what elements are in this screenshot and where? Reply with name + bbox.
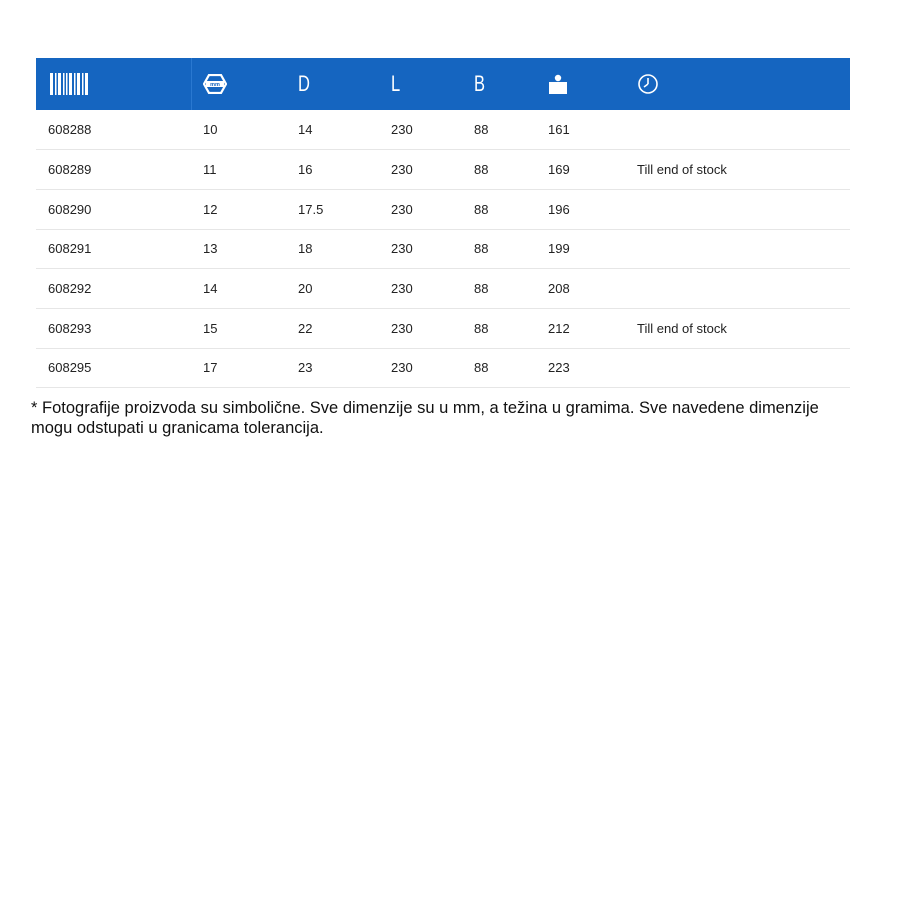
header-d-label: D xyxy=(298,71,310,96)
cell-l: 230 xyxy=(391,241,413,257)
table-row xyxy=(36,348,850,388)
cell-d: 22 xyxy=(298,320,313,336)
cell-status: Till end of stock xyxy=(637,162,727,178)
header-size xyxy=(191,58,286,110)
table-row xyxy=(36,229,850,269)
cell-code: 608289 xyxy=(48,162,92,178)
cell-l: 230 xyxy=(391,281,413,297)
cell-d: 17.5 xyxy=(298,201,324,217)
cell-b: 88 xyxy=(474,122,489,138)
header-weight xyxy=(536,58,625,110)
cell-b: 88 xyxy=(474,281,489,297)
cell-weight: 212 xyxy=(548,320,570,336)
cell-status xyxy=(625,110,850,150)
cell-b: 88 xyxy=(474,360,489,376)
cell-l: 230 xyxy=(391,320,413,336)
header-l xyxy=(379,58,462,110)
product-spec-table xyxy=(36,58,850,388)
cell-l: 230 xyxy=(391,162,413,178)
table-row xyxy=(36,110,850,150)
cell-b: 88 xyxy=(474,201,489,217)
cell-b: 88 xyxy=(474,320,489,336)
barcode-icon xyxy=(50,73,90,95)
hex-nut-mm-icon xyxy=(203,74,227,94)
table-header-row xyxy=(36,58,850,110)
cell-code: 608291 xyxy=(48,241,92,257)
hex-mm-label: mm xyxy=(210,82,220,89)
weight-icon xyxy=(548,74,568,94)
table-row xyxy=(36,189,850,229)
cell-size: 14 xyxy=(203,281,218,297)
cell-code: 608295 xyxy=(48,360,92,376)
cell-status xyxy=(625,348,850,388)
header-b xyxy=(462,58,536,110)
table-row xyxy=(36,269,850,309)
cell-status xyxy=(625,269,850,309)
cell-weight: 169 xyxy=(548,162,570,178)
cell-code: 608288 xyxy=(48,122,92,138)
cell-d: 23 xyxy=(298,360,313,376)
cell-l: 230 xyxy=(391,122,413,138)
header-status xyxy=(625,58,850,110)
table-row xyxy=(36,150,850,190)
cell-weight: 199 xyxy=(548,241,570,257)
header-d xyxy=(286,58,379,110)
cell-code: 608292 xyxy=(48,281,92,297)
clock-icon xyxy=(637,73,659,95)
cell-weight: 196 xyxy=(548,201,570,217)
cell-size: 13 xyxy=(203,241,218,257)
cell-status xyxy=(625,229,850,269)
cell-size: 15 xyxy=(203,320,218,336)
cell-size: 11 xyxy=(203,162,217,178)
cell-code: 608290 xyxy=(48,201,92,217)
product-table-container xyxy=(36,58,850,388)
cell-status: Till end of stock xyxy=(637,320,727,336)
cell-weight: 161 xyxy=(548,122,570,138)
cell-size: 10 xyxy=(203,122,218,138)
header-code xyxy=(36,58,191,110)
cell-code: 608293 xyxy=(48,320,92,336)
header-b-label: B xyxy=(474,71,486,96)
cell-d: 18 xyxy=(298,241,313,257)
cell-status xyxy=(625,189,850,229)
table-row xyxy=(36,308,850,348)
cell-l: 230 xyxy=(391,201,413,217)
cell-l: 230 xyxy=(391,360,413,376)
cell-weight: 223 xyxy=(548,360,570,376)
cell-d: 14 xyxy=(298,122,313,138)
cell-size: 12 xyxy=(203,201,218,217)
cell-b: 88 xyxy=(474,241,489,257)
cell-d: 16 xyxy=(298,162,313,178)
footnote-disclaimer: * Fotografije proizvoda su simbolične. Sve dimenzije su u mm, a težina u gramima. Sve navedene dimenzije mogu odstupati u granicama tolerancija. xyxy=(31,399,819,437)
cell-b: 88 xyxy=(474,162,489,178)
cell-weight: 208 xyxy=(548,281,570,297)
header-l-label: L xyxy=(391,71,401,96)
cell-d: 20 xyxy=(298,281,313,297)
cell-size: 17 xyxy=(203,360,218,376)
